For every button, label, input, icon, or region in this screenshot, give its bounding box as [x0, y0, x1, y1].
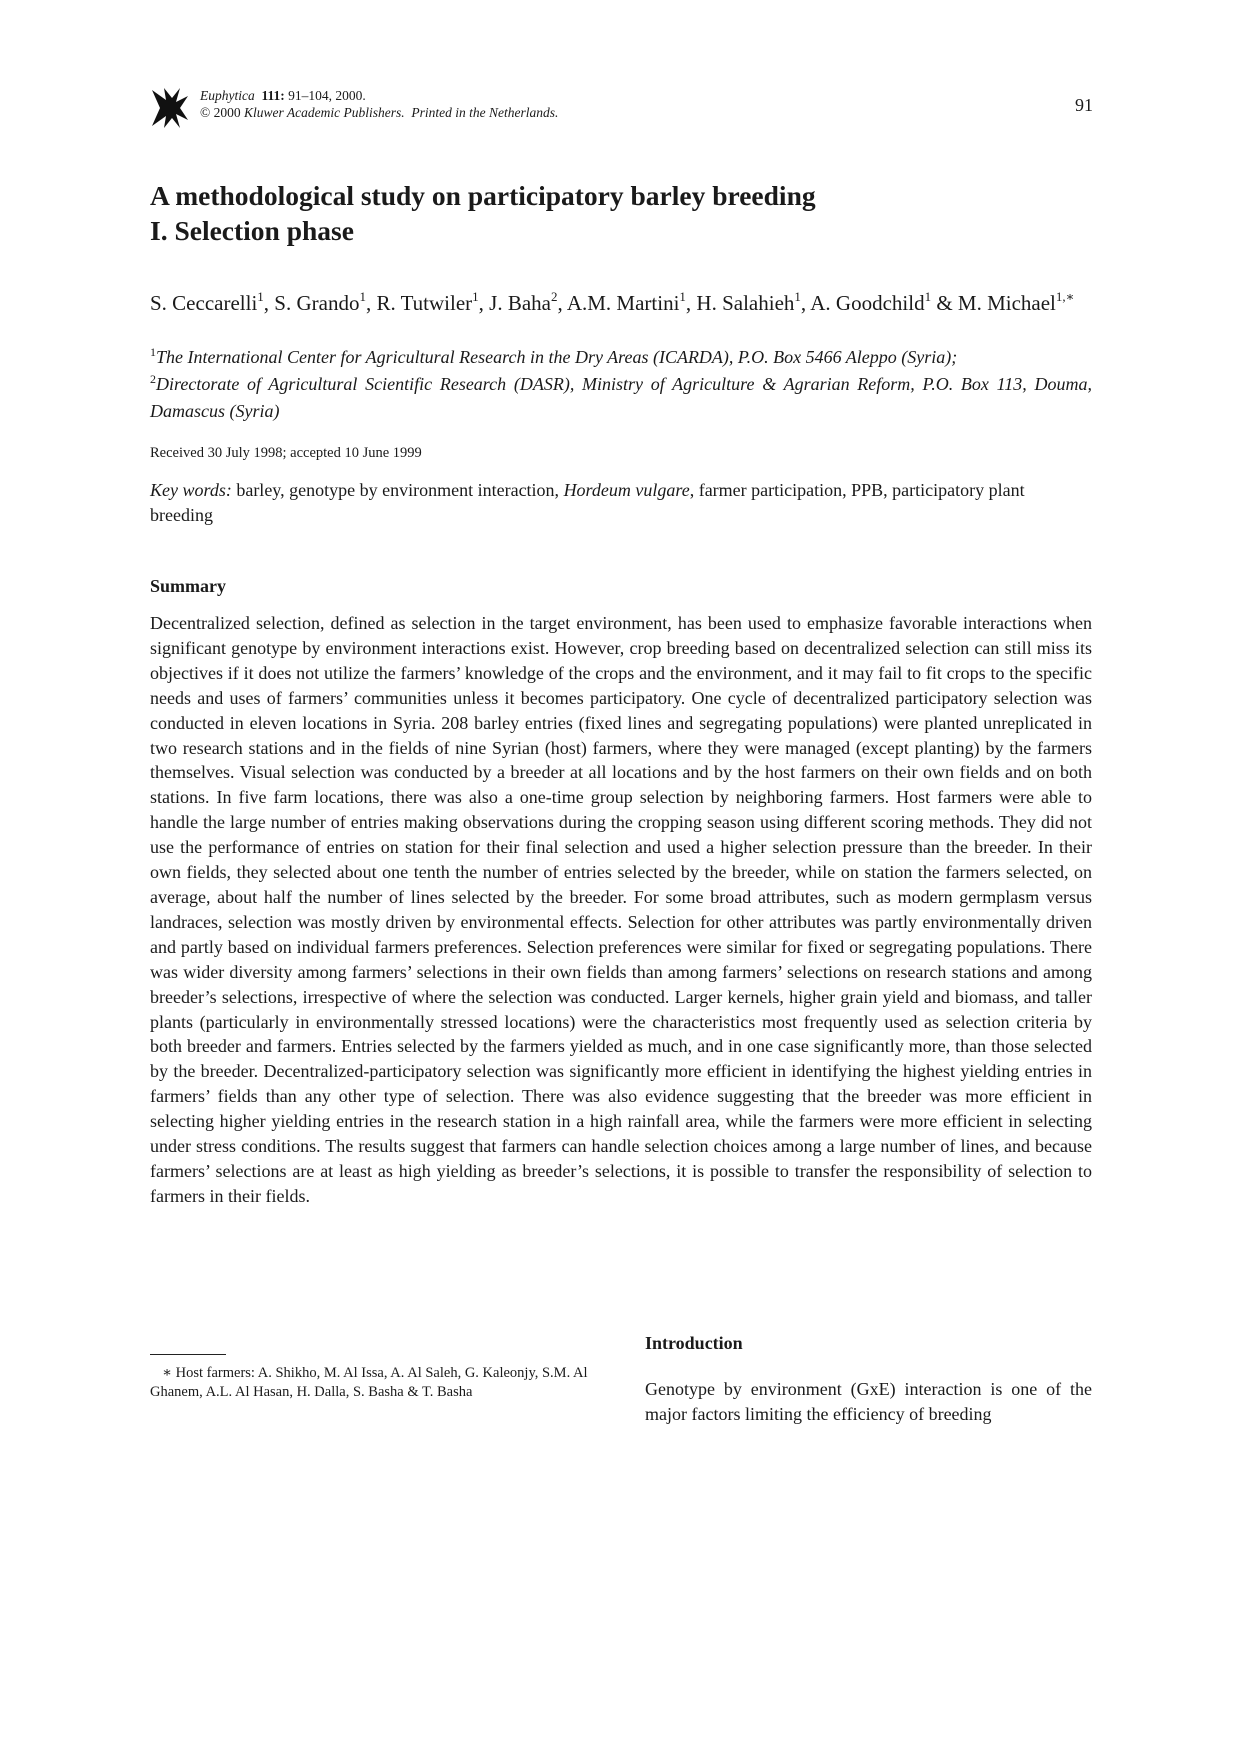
species-name: Hordeum vulgare — [563, 480, 690, 500]
page-number: 91 — [1075, 95, 1093, 115]
journal-name: Euphytica — [200, 88, 255, 103]
author: S. Ceccarelli$^1$, — [150, 289, 275, 315]
introduction-text: Genotype by environment (GxE) interaction is one of the major factors limiting the efficiency of breeding — [645, 1379, 1092, 1424]
title-line-2: I. Selection phase — [150, 215, 354, 246]
publisher-name: Kluwer Academic Publishers. — [244, 105, 405, 120]
author: A. Goodchild$^1$ — [810, 289, 932, 315]
summary-text: Decentralized selection, defined as selection in the target environment, has been used to emphasize favorable interactions when significant genotype by environment interactions exist. However, crop breeding based on decentralized selection can still miss its objectives if it does not utilize the farmers’ knowledge of the crops and the environment, and it may fail to fit crops to the specific needs and uses of farmers’ communities unless it becomes participatory. One cycle of decentralized participatory selection was conducted in eleven locations in Syria. 208 barley entries (fixed lines and segregating populations) were planted unreplicated in two research stations and in the fields of nine Syrian (host) farmers, where they were managed (except planting) by the farmers themselves. Visual selection was conducted by a breeder at all locations and by the host farmers on their own fields and on both stations. In five farm locations, there was also a one-time group selection by neighboring farmers. Host farmers were able to handle the large number of entries making observations during the cropping season using different scoring methods. They did not use the performance of entries on station for their final selection and used a higher selection pressure than the breeder. In their own fields, they selected about one tenth the number of entries selected by the breeder, while on station the farmers selected, on average, about half the number of lines selected by the breeder. For some broad attributes, such as modern germplasm versus landraces, selection was mostly driven by environmental effects. Selection for other attributes was partly environmentally driven and partly based on individual farmers preferences. Selection preferences were similar for fixed or segregating populations. There was wider diversity among farmers’ selections in their own fields than among farmers’ selections on research stations and among breeder’s selections, irrespective of where the selection was conducted. Larger kernels, higher grain yield and biomass, and taller plants (particularly in environmentally stressed locations) were the characteristics most frequently used as selection criteria by both breeder and farmers. Entries selected by the farmers yielded as much, and in one case significantly more, than those selected by the breeder. Decentralized-participatory selection was significantly more efficient in identifying the highest yielding entries in farmers’ fields than any other type of selection. There was also evidence suggesting that the breeder was more efficient in selecting higher yielding entries in the research station in a high rainfall area, while the farmers were more efficient in selecting under stress conditions. The results suggest that farmers can handle selection choices among a large number of lines, and because farmers’ selections are at least as high yielding as breeder’s selections, it is possible to transfer the responsibility of selection to farmers in their fields. — [150, 613, 1092, 1206]
introduction-heading: Introduction — [645, 1333, 743, 1353]
author: & M. Michael$^{1,∗}$ — [936, 289, 1075, 315]
footnote-rule — [150, 1354, 226, 1355]
affiliations — [150, 345, 1092, 424]
author: S. Grando$^1$, — [274, 289, 377, 315]
received-dates: Received 30 July 1998; accepted 10 June 1999 — [150, 445, 422, 461]
footnote-text: Host farmers: A. Shikho, M. Al Issa, A. Al Saleh, G. Kaleonjy, S.M. Al Ghanem, A.L. Al Hasan, H. Dalla, S. Basha & T. Basha — [150, 1365, 588, 1400]
footnote-marker: ∗ — [162, 1365, 172, 1381]
author: A.M. Martini$^1$, — [566, 289, 697, 315]
title-line-1: A methodological study on participatory barley breeding — [150, 180, 816, 211]
journal-volume: 111: — [261, 88, 285, 103]
paper-title — [150, 178, 1100, 248]
author: R. Tutwiler$^1$, — [376, 289, 490, 315]
publisher-logo-icon — [150, 86, 190, 130]
footnote — [150, 1364, 600, 1402]
printed-note: Printed in the Netherlands. — [411, 105, 559, 120]
affiliation-1: $^1$The International Center for Agricultural Research in the Dry Areas (ICARDA), P.O. Box 5466 Aleppo (Syria); — [150, 345, 958, 367]
affiliation-2: $^2$Directorate of Agricultural Scientific Research (DASR), Ministry of Agriculture & Agrarian Reform, P.O. Box 113, Douma, Damascus (Syria) — [150, 372, 1092, 421]
author: H. Salahieh$^1$, — [696, 289, 811, 315]
author: J. Baha$^2$, — [489, 289, 567, 315]
author-list — [150, 288, 1092, 321]
keywords: Key words: barley, genotype by environment interaction, Hordeum vulgare, farmer participation, PPB, participatory plant breeding — [150, 480, 1025, 525]
copyright-year: 2000 — [213, 105, 241, 120]
keywords-label: Key words: — [150, 480, 232, 500]
summary-heading: Summary — [150, 576, 226, 596]
journal-pages-year: 91–104, 2000. — [288, 88, 366, 103]
journal-header — [200, 87, 558, 121]
copyright-symbol: © — [200, 105, 211, 120]
